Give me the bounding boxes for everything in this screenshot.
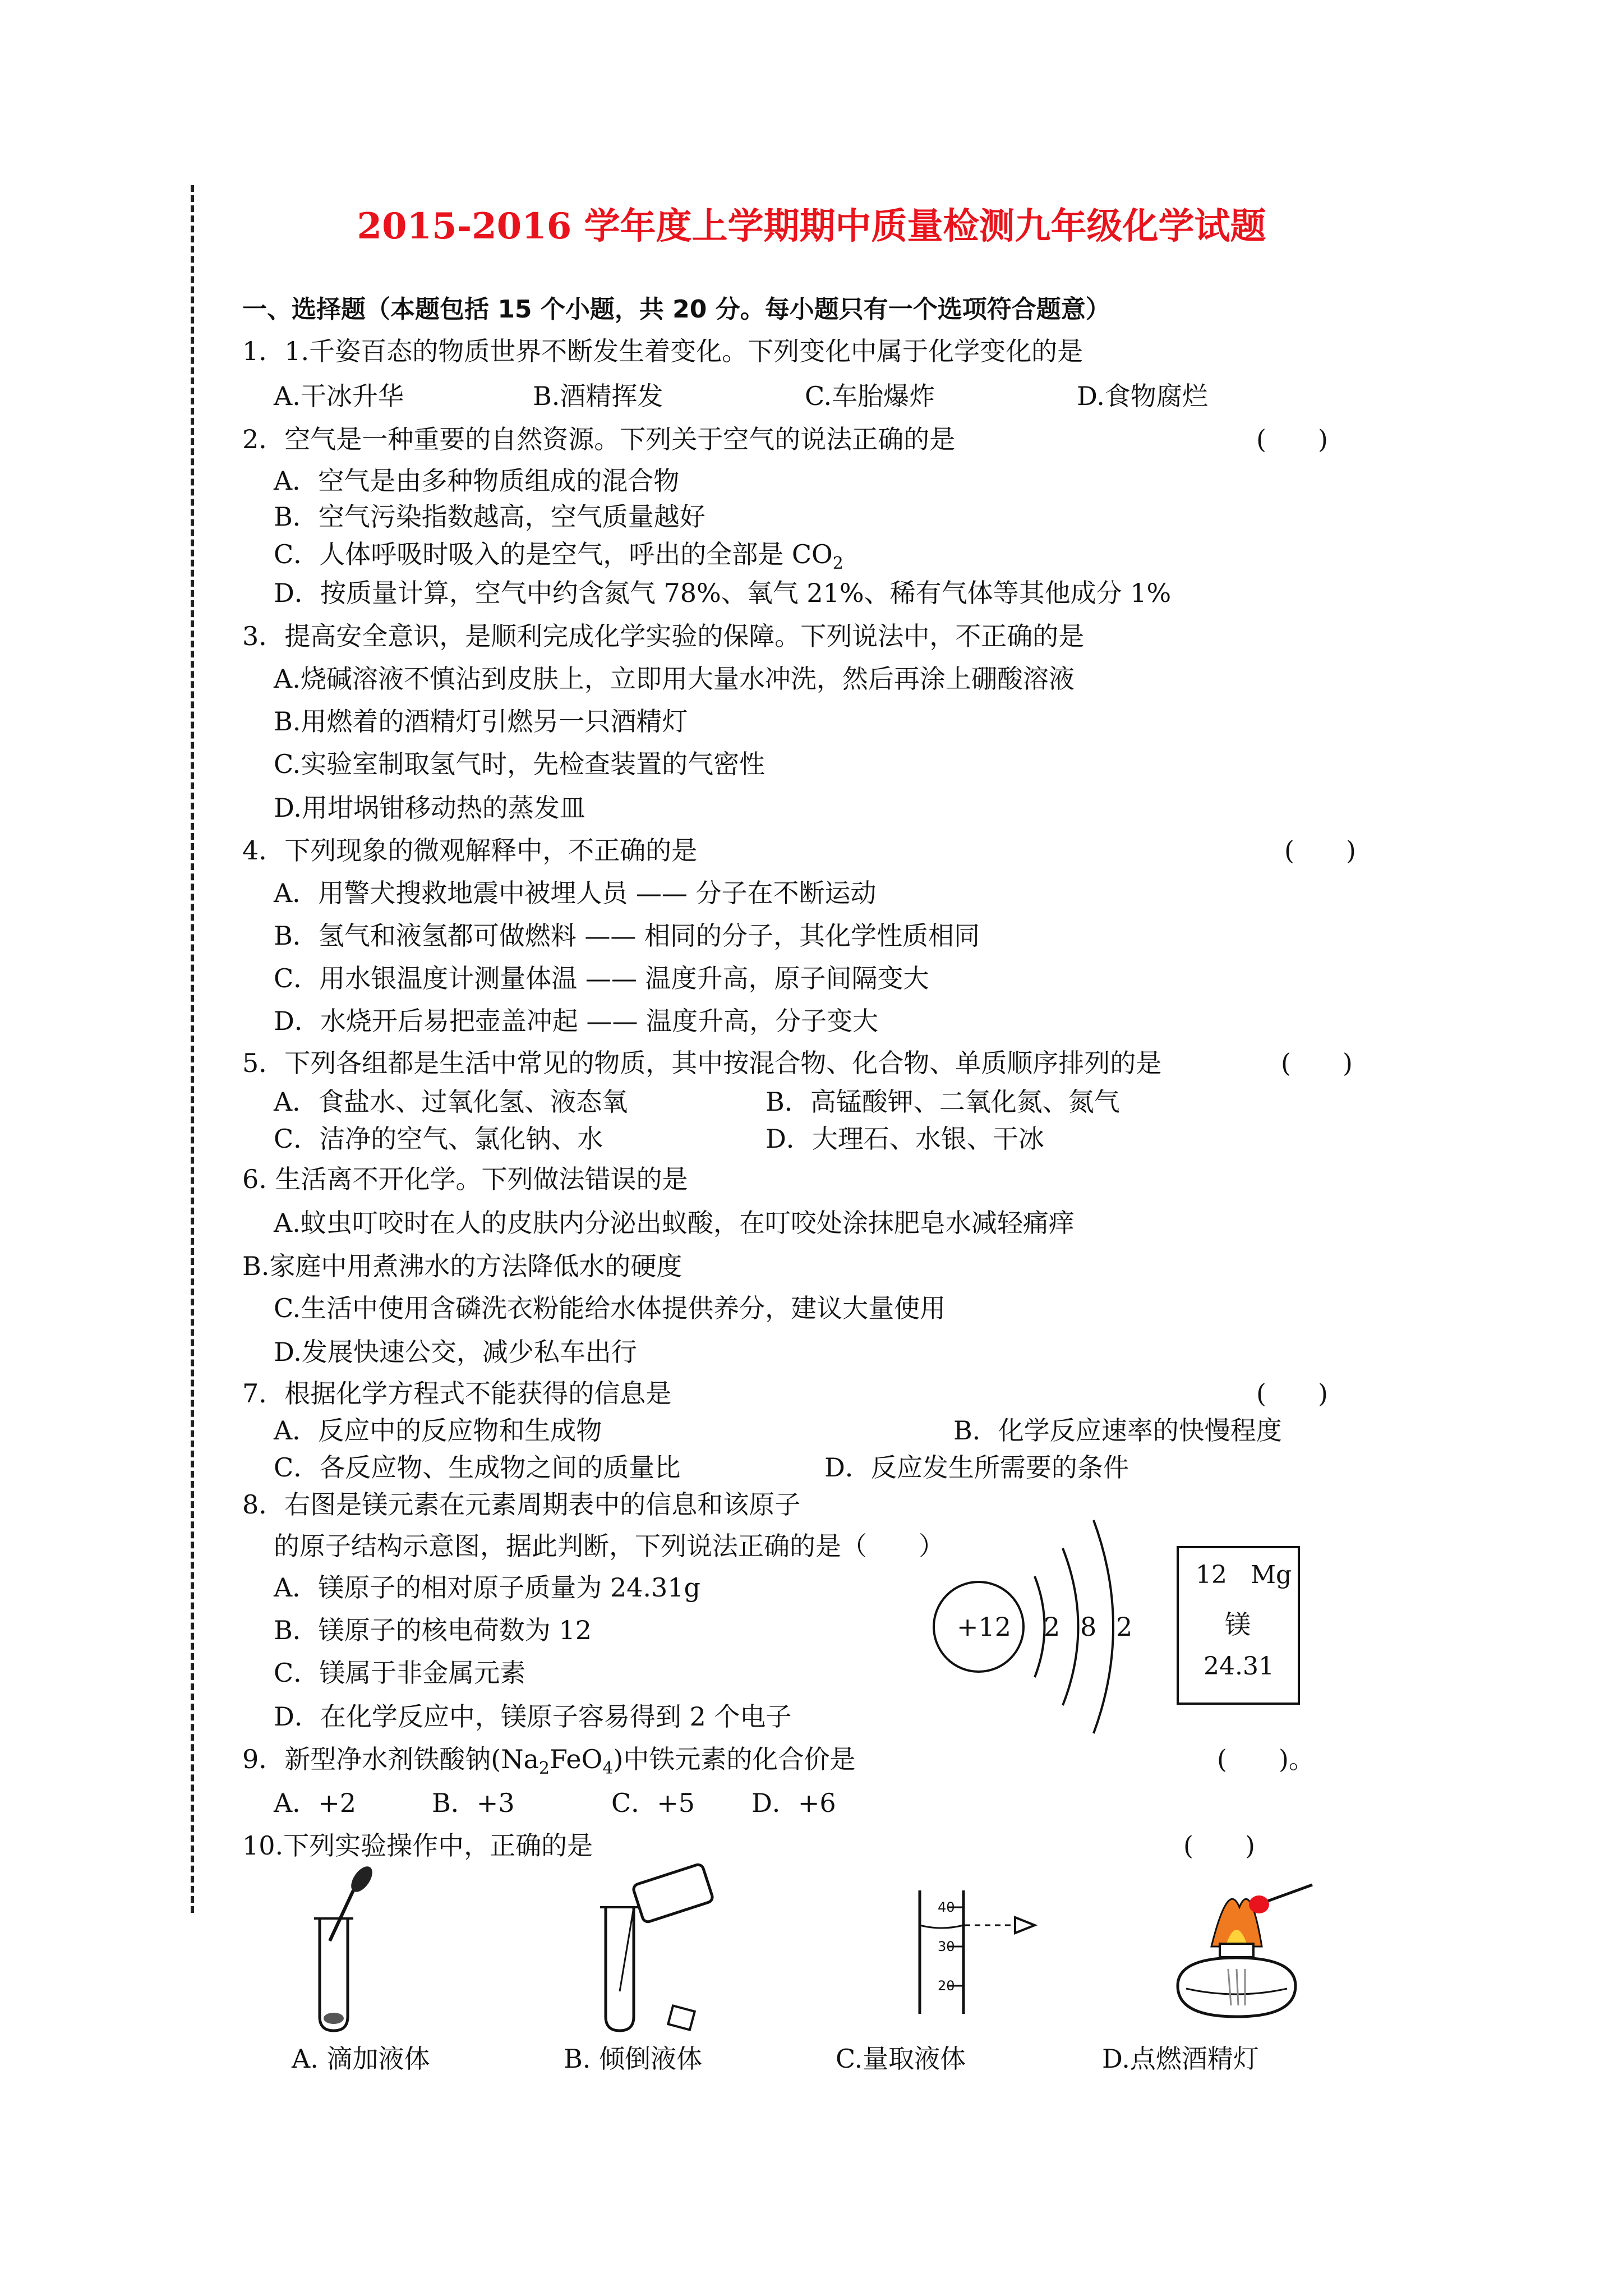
q7-option-b: B．化学反应速率的快慢程度: [953, 1415, 1282, 1446]
q5-answer-paren: ( ): [1281, 1048, 1353, 1078]
q6-option-d: D.发展快速公交，减少私车出行: [274, 1337, 637, 1367]
q7-option-a: A．反应中的反应物和生成物: [274, 1415, 602, 1446]
q1-option-b: B.酒精挥发: [533, 381, 663, 411]
q1-option-d: D.食物腐烂: [1077, 381, 1208, 411]
periodic-table-cell: [1177, 1546, 1300, 1705]
q8-option-c: C．镁属于非金属元素: [274, 1658, 526, 1688]
q4-option-d: D．水烧开后易把壶盖冲起 —— 温度升高，分子变大: [274, 1006, 879, 1036]
q10-option-a: A. 滴加液体: [292, 2044, 430, 2074]
q4-option-c: C．用水银温度计测量体温 —— 温度升高，原子间隔变大: [274, 963, 929, 993]
q9-option-b: B．+3: [432, 1788, 515, 1818]
q6-stem: 6. 生活离不开化学。下列做法错误的是: [242, 1164, 688, 1194]
q2-answer-paren: ( ): [1256, 424, 1328, 454]
q9-option-c: C．+5: [611, 1788, 695, 1818]
q1-option-a: A.干冰升华: [274, 381, 404, 411]
q3-option-b: B.用燃着的酒精灯引燃另一只酒精灯: [274, 706, 688, 737]
q3-stem: 3．提高安全意识，是顺利完成化学实验的保障。下列说法中，不正确的是: [242, 621, 1085, 651]
q8-option-b: B．镁原子的核电荷数为 12: [274, 1615, 592, 1645]
element-name: 镁: [1225, 1609, 1251, 1640]
q4-option-b: B．氢气和液氢都可做燃料 —— 相同的分子，其化学性质相同: [274, 921, 980, 951]
q5-option-b: B．高锰酸钾、二氧化氮、氮气: [766, 1087, 1120, 1117]
element-atomic-mass: 24.31: [1204, 1652, 1274, 1681]
q6-option-a: A.蚊虫叮咬时在人的皮肤内分泌出蚁酸，在叮咬处涂抹肥皂水减轻痛痒: [274, 1208, 1075, 1238]
q10-option-b: B. 倾倒液体: [564, 2044, 703, 2074]
atom-shell-2-electrons: 8: [1080, 1612, 1097, 1642]
atom-nucleus-charge: +12: [957, 1612, 1012, 1642]
q10-option-c: C.量取液体: [836, 2044, 966, 2074]
q4-stem: 4．下列现象的微观解释中，不正确的是: [242, 835, 698, 866]
q1-option-c: C.车胎爆炸: [805, 381, 935, 411]
q9-stem: 9．新型净水剂铁酸钠$(Na_2FeO_4)$中铁元素的化合价是: [242, 1744, 856, 1779]
q10-stem: 10.下列实验操作中，正确的是: [242, 1830, 593, 1861]
atom-shell-3-electrons: 2: [1116, 1612, 1133, 1642]
q4-option-a: A．用警犬搜救地震中被埋人员 —— 分子在不断运动: [274, 878, 877, 908]
q5-option-d: D．大理石、水银、干冰: [766, 1124, 1044, 1154]
q3-option-c: C.实验室制取氢气时，先检查装置的气密性: [274, 749, 766, 779]
q8-option-a: A．镁原子的相对原子质量为 24.31g: [274, 1572, 700, 1603]
q9-option-a: A．+2: [274, 1788, 357, 1818]
q2-option-d: D．按质量计算，空气中约含氮气 78%、氧气 21%、稀有气体等其他成分 1%: [274, 578, 1172, 608]
element-atomic-number: 12: [1196, 1561, 1227, 1589]
q8-option-d: D．在化学反应中，镁原子容易得到 2 个电子: [274, 1701, 792, 1732]
q7-option-c: C．各反应物、生成物之间的质量比: [274, 1452, 681, 1483]
graduated-cylinder-figure: [897, 1890, 1066, 2025]
alcohol-lamp-figure: [1166, 1874, 1335, 2031]
q2-option-b: B．空气污染指数越高，空气质量越好: [274, 501, 706, 532]
q3-option-d: D.用坩埚钳移动热的蒸发皿: [274, 793, 585, 823]
q2-option-a: A．空气是由多种物质组成的混合物: [274, 466, 680, 496]
q7-stem: 7．根据化学方程式不能获得的信息是: [242, 1378, 672, 1409]
q5-option-c: C．洁净的空气、氯化钠、水: [274, 1124, 603, 1154]
q10-answer-paren: ( ): [1183, 1830, 1255, 1861]
q5-stem: 5．下列各组都是生活中常见的物质，其中按混合物、化合物、单质顺序排列的是: [242, 1048, 1162, 1078]
q8-stem-line1: 8．右图是镁元素在元素周期表中的信息和该原子: [242, 1489, 801, 1520]
q1-stem: 1．1.千姿百态的物质世界不断发生着变化。下列变化中属于化学变化的是: [242, 336, 1083, 366]
atom-structure-diagram: [909, 1509, 1144, 1733]
exam-title: 2015-2016 学年度上学期期中质量检测九年级化学试题: [357, 205, 1266, 247]
pouring-liquid-figure: [594, 1868, 740, 2036]
cylinder-tick-40: 40: [938, 1899, 955, 1915]
q6-option-c: C.生活中使用含磷洗衣粉能给水体提供养分，建议大量使用: [274, 1293, 946, 1323]
q8-stem-line2: 的原子结构示意图，据此判断，下列说法正确的是（ ）: [274, 1531, 944, 1561]
atom-shell-1-electrons: 2: [1044, 1612, 1061, 1642]
dropper-test-tube-figure: [303, 1874, 426, 2036]
q9-answer-paren: ( )。: [1217, 1744, 1315, 1774]
q7-answer-paren: ( ): [1256, 1378, 1328, 1409]
q7-option-d: D．反应发生所需要的条件: [824, 1452, 1129, 1483]
section-heading: 一、选择题（本题包括 15 个小题，共 20 分。每小题只有一个选项符合题意）: [242, 295, 1110, 324]
element-symbol: Mg: [1251, 1561, 1292, 1589]
q2-stem: 2．空气是一种重要的自然资源。下列关于空气的说法正确的是: [242, 424, 956, 454]
q2-option-c: C．人体呼吸时吸入的是空气，呼出的全部是 $CO_2$: [274, 539, 843, 574]
cylinder-tick-30: 30: [938, 1939, 955, 1954]
q9-option-d: D．+6: [751, 1788, 836, 1818]
q3-option-a: A.烧碱溶液不慎沾到皮肤上，立即用大量水冲洗，然后再涂上硼酸溶液: [274, 664, 1075, 694]
q10-option-d: D.点燃酒精灯: [1102, 2044, 1259, 2074]
q6-option-b: B.家庭中用煮沸水的方法降低水的硬度: [242, 1251, 683, 1281]
cylinder-tick-20: 20: [938, 1978, 955, 1994]
q4-answer-paren: ( ): [1284, 835, 1356, 866]
binding-dashed-line: [191, 185, 194, 1913]
q5-option-a: A．食盐水、过氧化氢、液态氧: [274, 1087, 628, 1117]
